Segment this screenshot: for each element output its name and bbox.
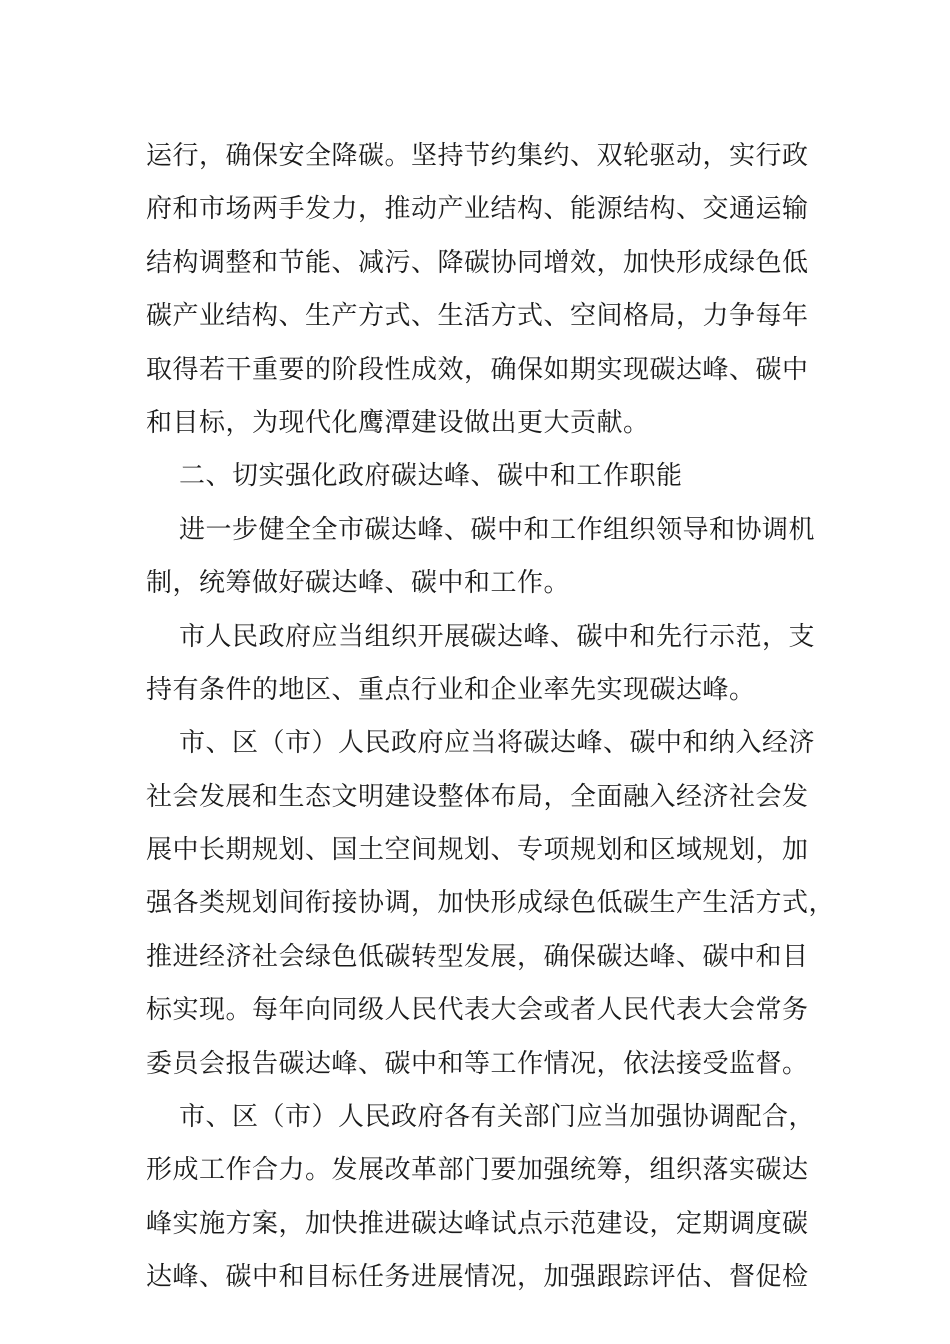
text-line: 取得若干重要的阶段性成效，确保如期实现碳达峰、碳中 (146, 354, 809, 385)
text-line: 制，统筹做好碳达峰、碳中和工作。 (146, 568, 571, 599)
section-heading (146, 450, 806, 503)
text-line: 结构调整和节能、减污、降碳协同增效，加快形成绿色低 (146, 247, 809, 278)
paragraph (146, 1091, 816, 1305)
text-line: 府和市场两手发力，推动产业结构、能源结构、交通运输 (146, 194, 809, 225)
text-line: 和目标，为现代化鹰潭建设做出更大贡献。 (146, 407, 650, 438)
paragraph (146, 611, 816, 718)
section-heading-text: 二、切实强化政府碳达峰、碳中和工作职能 (179, 461, 683, 492)
text-line: 市、区（市）人民政府应当将碳达峰、碳中和纳入经济 (179, 728, 816, 759)
text-line: 峰实施方案，加快推进碳达峰试点示范建设，定期调度碳 (146, 1208, 809, 1239)
paragraph-continuation (146, 130, 809, 450)
text-line: 达峰、碳中和目标任务进展情况，加强跟踪评估、督促检 (146, 1262, 809, 1293)
text-line: 市人民政府应当组织开展碳达峰、碳中和先行示范，支 (179, 621, 816, 652)
text-line: 市、区（市）人民政府各有关部门应当加强协调配合， (179, 1102, 816, 1133)
text-line: 形成工作合力。发展改革部门要加强统筹，组织落实碳达 (146, 1155, 809, 1186)
paragraph (146, 717, 836, 1091)
text-line: 运行，确保安全降碳。坚持节约集约、双轮驱动，实行政 (146, 141, 809, 171)
text-line: 社会发展和生态文明建设整体布局，全面融入经济社会发 (146, 781, 809, 812)
paragraph (146, 504, 816, 611)
text-line: 强各类规划间衔接协调，加快形成绿色低碳生产生活方式， (146, 888, 836, 919)
document-body (146, 130, 836, 1305)
text-line: 持有条件的地区、重点行业和企业率先实现碳达峰。 (146, 674, 756, 705)
text-line: 进一步健全全市碳达峰、碳中和工作组织领导和协调机 (179, 514, 816, 545)
text-line: 推进经济社会绿色低碳转型发展，确保碳达峰、碳中和目 (146, 941, 809, 972)
text-line: 标实现。每年向同级人民代表大会或者人民代表大会常务 (146, 995, 809, 1026)
text-line: 展中长期规划、国土空间规划、专项规划和区域规划，加 (146, 835, 809, 866)
text-line: 委员会报告碳达峰、碳中和等工作情况，依法接受监督。 (146, 1048, 809, 1079)
text-line: 碳产业结构、生产方式、生活方式、空间格局，力争每年 (146, 301, 809, 332)
